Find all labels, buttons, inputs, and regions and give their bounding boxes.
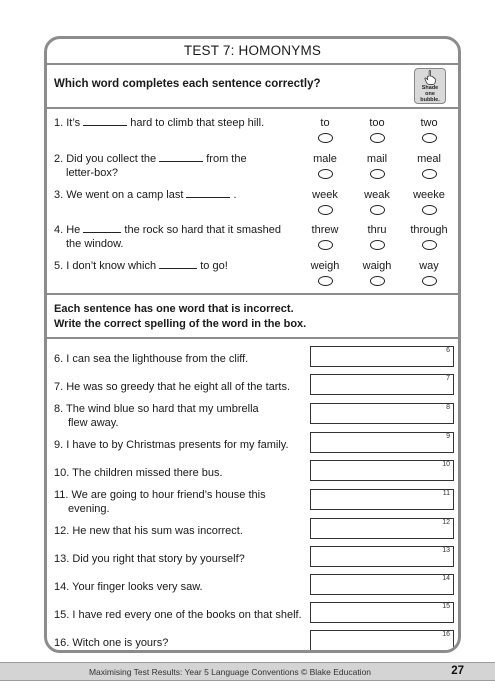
question-text: 5. I don’t know which to go! xyxy=(54,260,228,272)
option-4c[interactable]: through xyxy=(404,223,454,250)
option-2a[interactable]: male xyxy=(300,152,350,179)
question-text: 1. It’s hard to climb that steep hill. xyxy=(54,117,265,129)
shade-one-bubble-badge xyxy=(414,68,446,104)
answer-bubble[interactable] xyxy=(422,205,437,215)
answer-bubble[interactable] xyxy=(370,276,385,286)
answer-box-14[interactable]: 14 xyxy=(310,574,454,595)
option-2b[interactable]: mail xyxy=(352,152,402,179)
answer-blank xyxy=(186,189,230,198)
question-5 xyxy=(47,259,458,295)
option-4a[interactable]: threw xyxy=(300,223,350,250)
option-5b[interactable]: waigh xyxy=(352,259,402,286)
question-text: 6. I can sea the lighthouse from the cliff. xyxy=(54,353,249,365)
option-5a[interactable]: weigh xyxy=(300,259,350,286)
option-4b[interactable]: thru xyxy=(352,223,402,250)
shade-label-3: bubble. xyxy=(420,97,440,103)
answer-box-12[interactable]: 12 xyxy=(310,518,454,539)
option-1c[interactable]: two xyxy=(404,116,454,143)
instruction-spelling xyxy=(47,295,458,339)
answer-bubble[interactable] xyxy=(422,169,437,179)
instruction-line-1: Each sentence has one word that is incorrect. xyxy=(54,303,294,315)
answer-bubble[interactable] xyxy=(422,133,437,143)
answer-box-13[interactable]: 13 xyxy=(310,546,454,567)
test-frame xyxy=(44,36,461,653)
shade-label-2: one xyxy=(425,91,435,97)
shade-label-1: Shade xyxy=(421,85,439,91)
question-2 xyxy=(47,152,458,188)
answer-box-16[interactable]: 16 xyxy=(310,630,454,651)
option-3b[interactable]: weak xyxy=(352,188,402,215)
answer-bubble[interactable] xyxy=(318,205,333,215)
instruction-line-2: Write the correct spelling of the word in the box. xyxy=(54,318,307,330)
question-text: 15. I have red every one of the books on that shelf. xyxy=(54,609,302,621)
answer-blank xyxy=(159,153,203,162)
answer-box-15[interactable]: 15 xyxy=(310,602,454,623)
question-text: 10. The children missed there bus. xyxy=(54,467,223,479)
option-2c[interactable]: meal xyxy=(404,152,454,179)
instruction-text: Which word completes each sentence correctly? xyxy=(54,78,321,90)
answer-bubble[interactable] xyxy=(318,169,333,179)
question-text: 4. He the rock so hard that it smashed the window. xyxy=(54,224,281,250)
question-text: 7. He was so greedy that he eight all of the tarts. xyxy=(54,381,291,393)
question-text: 9. I have to by Christmas presents for my family. xyxy=(54,439,289,451)
answer-box-9[interactable]: 9 xyxy=(310,432,454,453)
answer-bubble[interactable] xyxy=(370,169,385,179)
test-title: TEST 7: HOMONYMS xyxy=(47,39,458,65)
question-text: 14. Your finger looks very saw. xyxy=(54,581,203,593)
answer-bubble[interactable] xyxy=(370,133,385,143)
answer-bubble[interactable] xyxy=(318,240,333,250)
question-8 xyxy=(47,402,458,430)
page-footer xyxy=(0,662,495,681)
question-text: 11. We are going to hour friend’s house this evening. xyxy=(54,489,266,515)
footer-text: Maximising Test Results: Year 5 Language Conventions © Blake Education xyxy=(88,667,372,677)
question-16 xyxy=(47,631,458,653)
answer-bubble[interactable] xyxy=(370,240,385,250)
option-3c[interactable]: weeke xyxy=(404,188,454,215)
page-number: 27 xyxy=(451,665,464,677)
option-1a[interactable]: to xyxy=(300,116,350,143)
answer-blank xyxy=(83,224,121,233)
answer-box-10[interactable]: 10 xyxy=(310,460,454,481)
option-3a[interactable]: week xyxy=(300,188,350,215)
answer-box-8[interactable]: 8 xyxy=(310,403,454,424)
option-5c[interactable]: way xyxy=(404,259,454,286)
answer-bubble[interactable] xyxy=(318,133,333,143)
answer-box-11[interactable]: 11 xyxy=(310,489,454,510)
question-text: 8. The wind blue so hard that my umbrella flew away. xyxy=(54,403,259,429)
question-4 xyxy=(47,223,458,259)
option-1b[interactable]: too xyxy=(352,116,402,143)
question-text: 16. Witch one is yours? xyxy=(54,637,169,649)
multiple-choice-section xyxy=(47,109,458,295)
answer-box-6[interactable]: 6 xyxy=(310,346,454,367)
question-1 xyxy=(47,116,458,152)
answer-box-7[interactable]: 7 xyxy=(310,374,454,395)
question-text: 3. We went on a camp last . xyxy=(54,189,237,201)
question-11 xyxy=(47,488,458,516)
answer-bubble[interactable] xyxy=(318,276,333,286)
spelling-section xyxy=(47,339,458,653)
answer-bubble[interactable] xyxy=(422,240,437,250)
answer-blank xyxy=(83,117,127,126)
answer-bubble[interactable] xyxy=(370,205,385,215)
question-text: 12. He new that his sum was incorrect. xyxy=(54,525,243,537)
question-text: 13. Did you right that story by yourself? xyxy=(54,553,245,565)
instruction-multiple-choice xyxy=(47,65,458,109)
question-text: 2. Did you collect the from the letter-box? xyxy=(54,153,247,179)
question-3 xyxy=(47,188,458,224)
pointing-hand-icon xyxy=(423,70,437,85)
answer-blank xyxy=(159,260,197,269)
answer-bubble[interactable] xyxy=(422,276,437,286)
